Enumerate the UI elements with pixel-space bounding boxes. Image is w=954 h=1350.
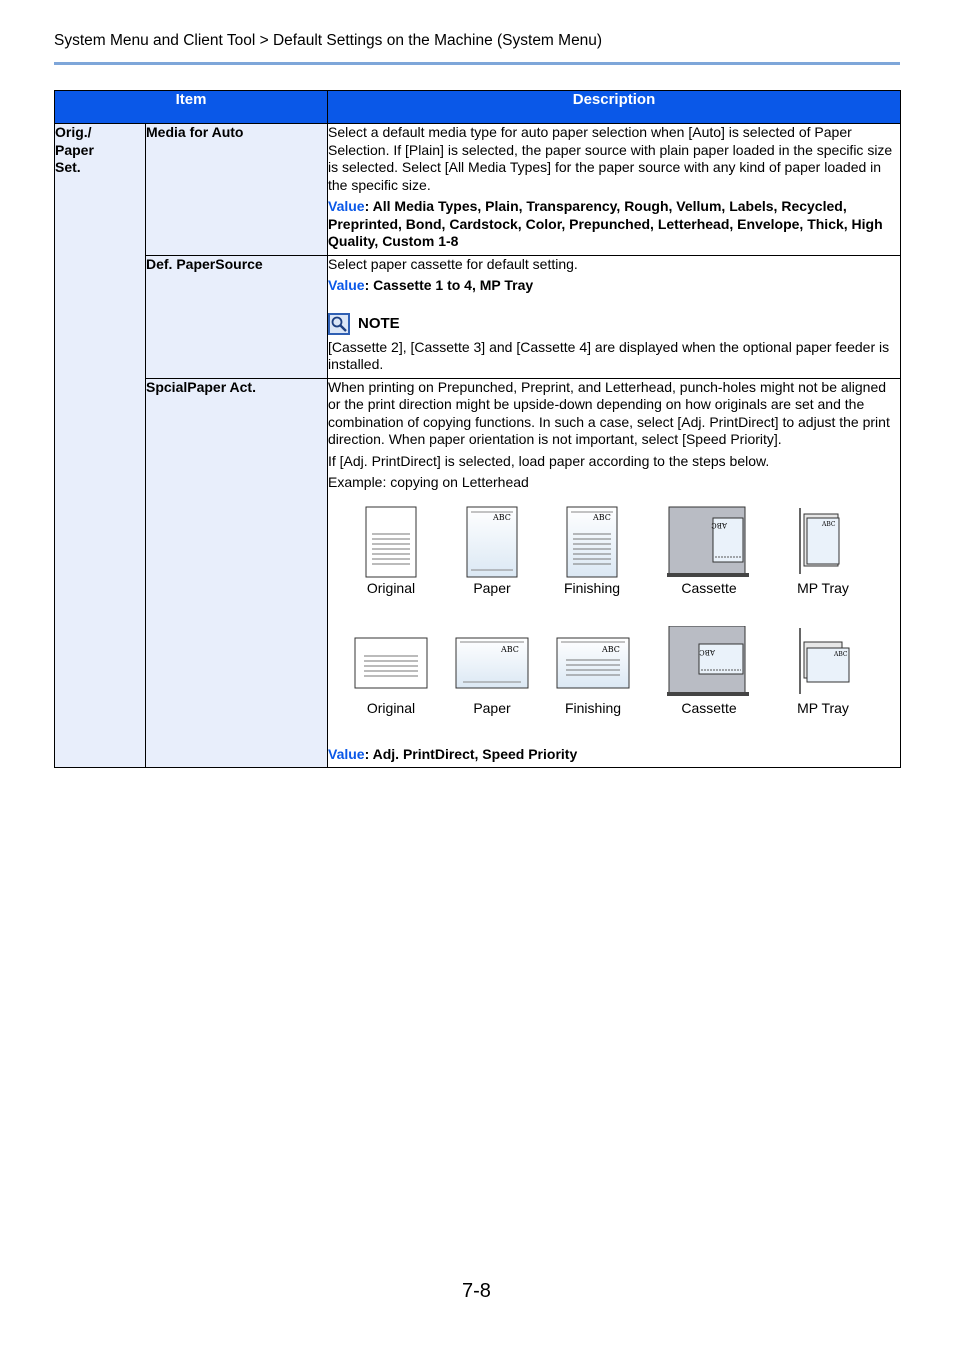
letterhead-sheet-icon: [459, 506, 525, 580]
original-sheet-icon: [348, 626, 434, 700]
figure-label: Paper: [473, 699, 511, 716]
value-keyword: Value: [328, 277, 365, 293]
figure-label: Finishing: [563, 579, 621, 596]
description-paragraph: Select a default media type for auto paper selection when [Auto] is selected of Paper Selection. If [Plain] is selected, the paper source with plain paper loaded in the specific size is selected. Select [All Media Types] for the paper source with any kind of paper loaded in the specific size.: [328, 124, 893, 193]
original-sheet-icon: [358, 506, 424, 580]
group-label: Orig./ Paper Set.: [55, 124, 146, 768]
letterhead-sheet-icon: [449, 626, 535, 700]
value-text: : Adj. PrintDirect, Speed Priority: [364, 745, 578, 762]
figure-cassette: [667, 506, 751, 596]
item-name: SpcialPaper Act.: [146, 378, 328, 768]
figure-row-landscape: [328, 626, 900, 744]
figure-finishing: [559, 506, 625, 596]
figure-mp-tray: [788, 626, 858, 716]
description-paragraph: When printing on Prepunched, Preprint, and Letterhead, punch-holes might not be aligned or the print direction might be upside-down depending on how originals are set and the combination of copying functions. In such a case, select [Adj. PrintDirect] to adjust the print direction. When paper orientation is not important, select [Speed Priority].: [328, 378, 890, 447]
description-paragraph: Example: copying on Letterhead: [328, 474, 529, 490]
letterhead-mark: ABC: [593, 512, 611, 522]
settings-table: [54, 90, 901, 768]
table-row: [55, 255, 901, 378]
letterhead-mark: ABC: [711, 520, 727, 529]
column-header-item: Item: [55, 91, 328, 124]
note-header: [328, 313, 900, 335]
description-paragraph: Select paper cassette for default setting.: [328, 255, 578, 272]
figure-label: Original: [366, 579, 416, 596]
figure-finishing: [550, 626, 636, 716]
header-breadcrumb: System Menu and Client Tool > Default Settings on the Machine (System Menu): [54, 32, 603, 49]
figure-cassette: [667, 626, 751, 716]
figure-label: MP Tray: [797, 579, 849, 596]
letterhead-mark: ABC: [699, 647, 715, 656]
table-header-row: [55, 91, 901, 124]
finished-sheet-icon: [559, 506, 625, 580]
mp-tray-icon: [788, 506, 858, 580]
note-label: NOTE: [358, 314, 400, 332]
table-row: [55, 378, 901, 768]
figure-mp-tray: [788, 506, 858, 596]
note-text: [Cassette 2], [Cassette 3] and [Cassette 4] are displayed when the optional paper feeder is installed.: [328, 338, 890, 372]
figure-row-portrait: [328, 506, 900, 626]
letterhead-mark: ABC: [822, 520, 836, 528]
value-line: [328, 277, 900, 295]
value-keyword: Value: [328, 745, 365, 762]
figure-label: Cassette: [681, 699, 737, 716]
description-paragraph: If [Adj. PrintDirect] is selected, load paper according to the steps below.: [328, 452, 770, 469]
header-rule: [54, 62, 900, 65]
figure-label: Finishing: [564, 699, 622, 716]
table-row: [55, 124, 901, 256]
letterhead-mark: ABC: [501, 644, 519, 654]
value-line: [328, 198, 900, 251]
value-line: [328, 746, 900, 764]
figure-label: MP Tray: [797, 699, 849, 716]
value-text: : All Media Types, Plain, Transparency, Rough, Vellum, Labels, Recycled, Preprinted, Bond, Cardstock, Color, Prepunched, Letterhead, Envelope, Thick, High Quality, Custom 1-8: [328, 198, 883, 249]
value-keyword: Value: [328, 198, 365, 214]
item-description: [328, 378, 901, 768]
item-name: Media for Auto: [146, 124, 328, 256]
letterhead-mark: ABC: [834, 650, 848, 658]
figure-label: Paper: [473, 579, 511, 596]
figure-paper: [459, 506, 525, 596]
finished-sheet-icon: [550, 626, 636, 700]
cassette-icon: [667, 626, 751, 700]
letterhead-mark: ABC: [602, 644, 620, 654]
figure-label: Original: [366, 699, 416, 716]
item-description: [328, 124, 901, 256]
figure-paper: [449, 626, 535, 716]
item-description: [328, 255, 901, 378]
letterhead-mark: ABC: [493, 512, 511, 522]
figure-label: Cassette: [681, 579, 737, 596]
value-text: : Cassette 1 to 4, MP Tray: [364, 277, 534, 293]
page-number: 7-8: [462, 1280, 491, 1302]
cassette-icon: [667, 506, 751, 580]
note-icon: [328, 313, 350, 335]
mp-tray-icon: [788, 626, 858, 700]
figure-original: [348, 626, 434, 716]
column-header-description: Description: [328, 91, 901, 124]
figure-original: [358, 506, 424, 596]
item-name: Def. PaperSource: [146, 255, 328, 378]
